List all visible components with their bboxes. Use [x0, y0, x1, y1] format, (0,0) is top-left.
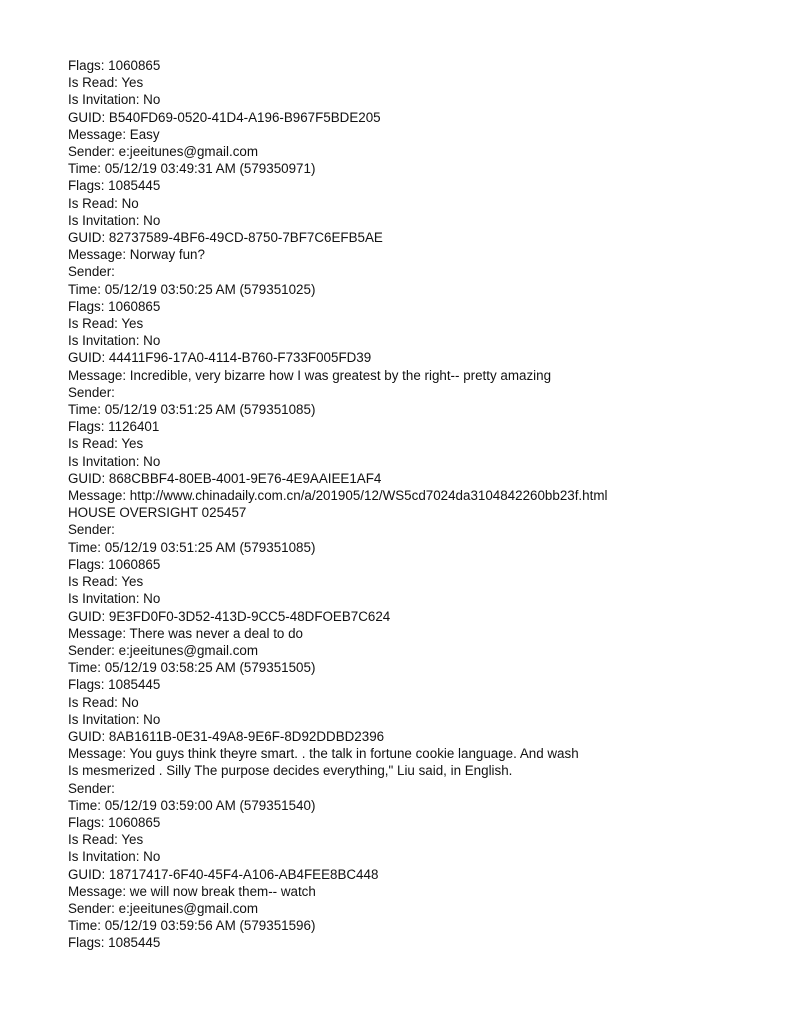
text-line: Message: Incredible, very bizarre how I was greatest by the right-- pretty amazing — [68, 367, 552, 383]
text-line: Sender: — [68, 384, 115, 400]
text-line: Sender: e:jeeitunes@gmail.com — [68, 900, 258, 916]
text-line: Is mesmerized . Silly The purpose decides everything," Liu said, in English. — [68, 763, 513, 779]
text-line: GUID: 82737589-4BF6-49CD-8750-7BF7C6EFB5AE — [68, 230, 383, 246]
text-line: Is Read: No — [68, 195, 139, 211]
text-line: Flags: 1085445 — [68, 178, 161, 194]
text-line: Time: 05/12/19 03:59:00 AM (579351540) — [68, 797, 316, 813]
text-line: Flags: 1085445 — [68, 935, 161, 951]
text-line: Flags: 1060865 — [68, 58, 161, 73]
text-line: Sender: — [68, 264, 115, 280]
footer-bates-stamp: HOUSE OVERSIGHT 025457 — [68, 505, 247, 521]
text-line: Is Read: Yes — [68, 436, 144, 452]
text-line: Sender: — [68, 522, 115, 538]
text-line: Message: http://www.chinadaily.com.cn/a/201905/12/WS5cd7024da3104842260bb23f.html — [68, 488, 608, 504]
text-line: Flags: 1060865 — [68, 556, 161, 572]
text-line: Flags: 1085445 — [68, 677, 161, 693]
text-line: Sender: e:jeeitunes@gmail.com — [68, 642, 258, 658]
text-line: GUID: 9E3FD0F0-3D52-413D-9CC5-48DFOEB7C624 — [68, 608, 391, 624]
text-line: Is Invitation: No — [68, 453, 161, 469]
text-line: Time: 05/12/19 03:58:25 AM (579351505) — [68, 660, 316, 676]
text-line: Sender: e:jeeitunes@gmail.com — [68, 144, 258, 160]
text-line: Time: 05/12/19 03:51:25 AM (579351085) — [68, 539, 316, 555]
text-line: Message: You guys think theyre smart. . the talk in fortune cookie language. And wash — [68, 746, 579, 762]
text-line: Flags: 1060865 — [68, 814, 161, 830]
text-line: Is Read: Yes — [68, 574, 144, 590]
text-line: Time: 05/12/19 03:59:56 AM (579351596) — [68, 918, 316, 934]
text-line: Is Read: Yes — [68, 75, 144, 91]
text-line: Message: There was never a deal to do — [68, 625, 303, 641]
text-line: Message: Easy — [68, 126, 160, 142]
text-line: Is Invitation: No — [68, 591, 161, 607]
text-line: Is Invitation: No — [68, 333, 161, 349]
text-line: GUID: B540FD69-0520-41D4-A196-B967F5BDE205 — [68, 109, 381, 125]
text-line: Flags: 1060865 — [68, 298, 161, 314]
text-line: Time: 05/12/19 03:50:25 AM (579351025) — [68, 281, 316, 297]
text-line: Is Invitation: No — [68, 92, 161, 108]
text-line: GUID: 8AB1611B-0E31-49A8-9E6F-8D92DDBD2396 — [68, 728, 385, 744]
text-line: Is Read: Yes — [68, 316, 144, 332]
text-line: Is Invitation: No — [68, 212, 161, 228]
text-line: Is Invitation: No — [68, 711, 161, 727]
document-body — [68, 57, 778, 952]
text-line: Time: 05/12/19 03:51:25 AM (579351085) — [68, 402, 316, 418]
text-line: GUID: 44411F96-17A0-4114-B760-F733F005FD39 — [68, 350, 372, 366]
text-line: Is Invitation: No — [68, 849, 161, 865]
text-line: Is Read: No — [68, 694, 139, 710]
text-line: GUID: 18717417-6F40-45F4-A106-AB4FEE8BC448 — [68, 866, 379, 882]
text-line: Sender: — [68, 780, 115, 796]
text-line: GUID: 868CBBF4-80EB-4001-9E76-4E9AAIEE1AF4 — [68, 470, 382, 486]
text-line: Time: 05/12/19 03:49:31 AM (579350971) — [68, 161, 316, 177]
text-line: Is Read: Yes — [68, 832, 144, 848]
text-line: Flags: 1126401 — [68, 419, 160, 435]
text-line: Message: Norway fun? — [68, 247, 205, 263]
text-line: Message: we will now break them-- watch — [68, 883, 316, 899]
